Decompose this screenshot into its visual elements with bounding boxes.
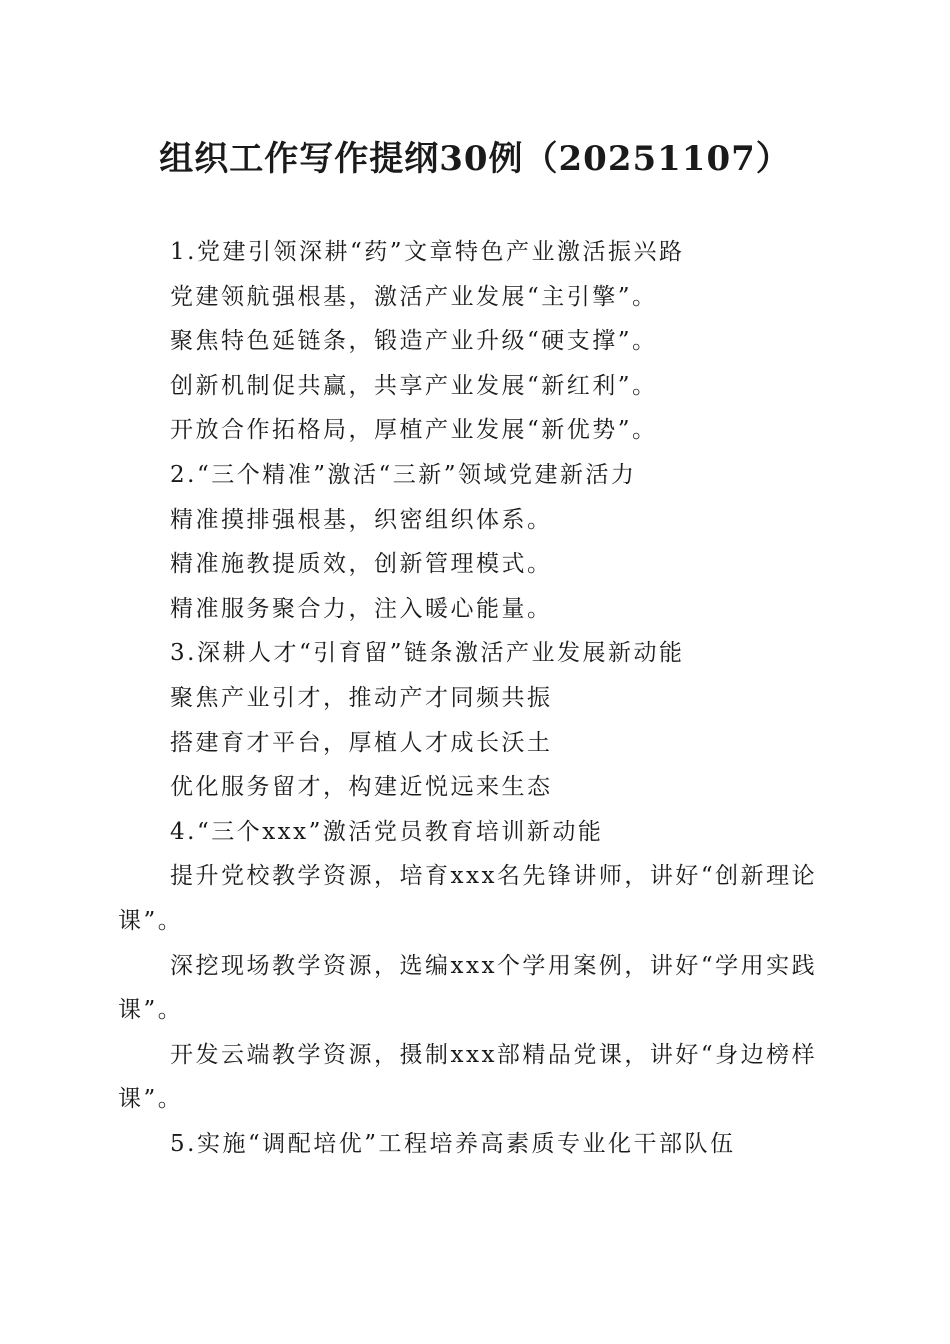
document-title: 组织工作写作提纲30例（20251107） [159, 139, 791, 179]
outline-line: 党建领航强根基，激活产业发展“主引擎”。 [170, 283, 658, 310]
outline-line: 精准施教提质效，创新管理模式。 [170, 551, 553, 578]
outline-line: 开放合作拓格局，厚植产业发展“新优势”。 [170, 417, 658, 444]
outline-line: 精准服务聚合力，注入暖心能量。 [170, 595, 553, 622]
document-body [118, 230, 828, 1166]
heading-item-5: 5.实施“调配培优”工程培养高素质专业化干部队伍 [170, 1130, 736, 1157]
outline-paragraph: 提升党校教学资源，培育xxx名先锋讲师，讲好“创新理论课”。 [118, 863, 818, 934]
heading-item-4: 4.“三个xxx”激活党员教育培训新动能 [170, 818, 604, 845]
outline-line: 聚焦产业引才，推动产才同频共振 [170, 684, 553, 711]
outline-line: 创新机制促共赢，共享产业发展“新红利”。 [170, 372, 658, 399]
outline-line: 精准摸排强根基，织密组织体系。 [170, 506, 553, 533]
heading-item-1: 1.党建引领深耕“药”文章特色产业激活振兴路 [170, 239, 685, 265]
outline-paragraph: 开发云端教学资源，摄制xxx部精品党课，讲好“身边榜样课”。 [118, 1041, 818, 1113]
outline-paragraph: 深挖现场教学资源，选编xxx个学用案例，讲好“学用实践课”。 [118, 952, 818, 1024]
heading-item-3: 3.深耕人才“引育留”链条激活产业发展新动能 [170, 640, 685, 667]
outline-line: 搭建育才平台，厚植人才成长沃土 [170, 729, 553, 756]
outline-line: 聚焦特色延链条，锻造产业升级“硬支撑”。 [170, 328, 658, 355]
heading-item-2: 2.“三个精准”激活“三新”领域党建新活力 [170, 461, 637, 488]
outline-line: 优化服务留才，构建近悦远来生态 [170, 774, 553, 801]
